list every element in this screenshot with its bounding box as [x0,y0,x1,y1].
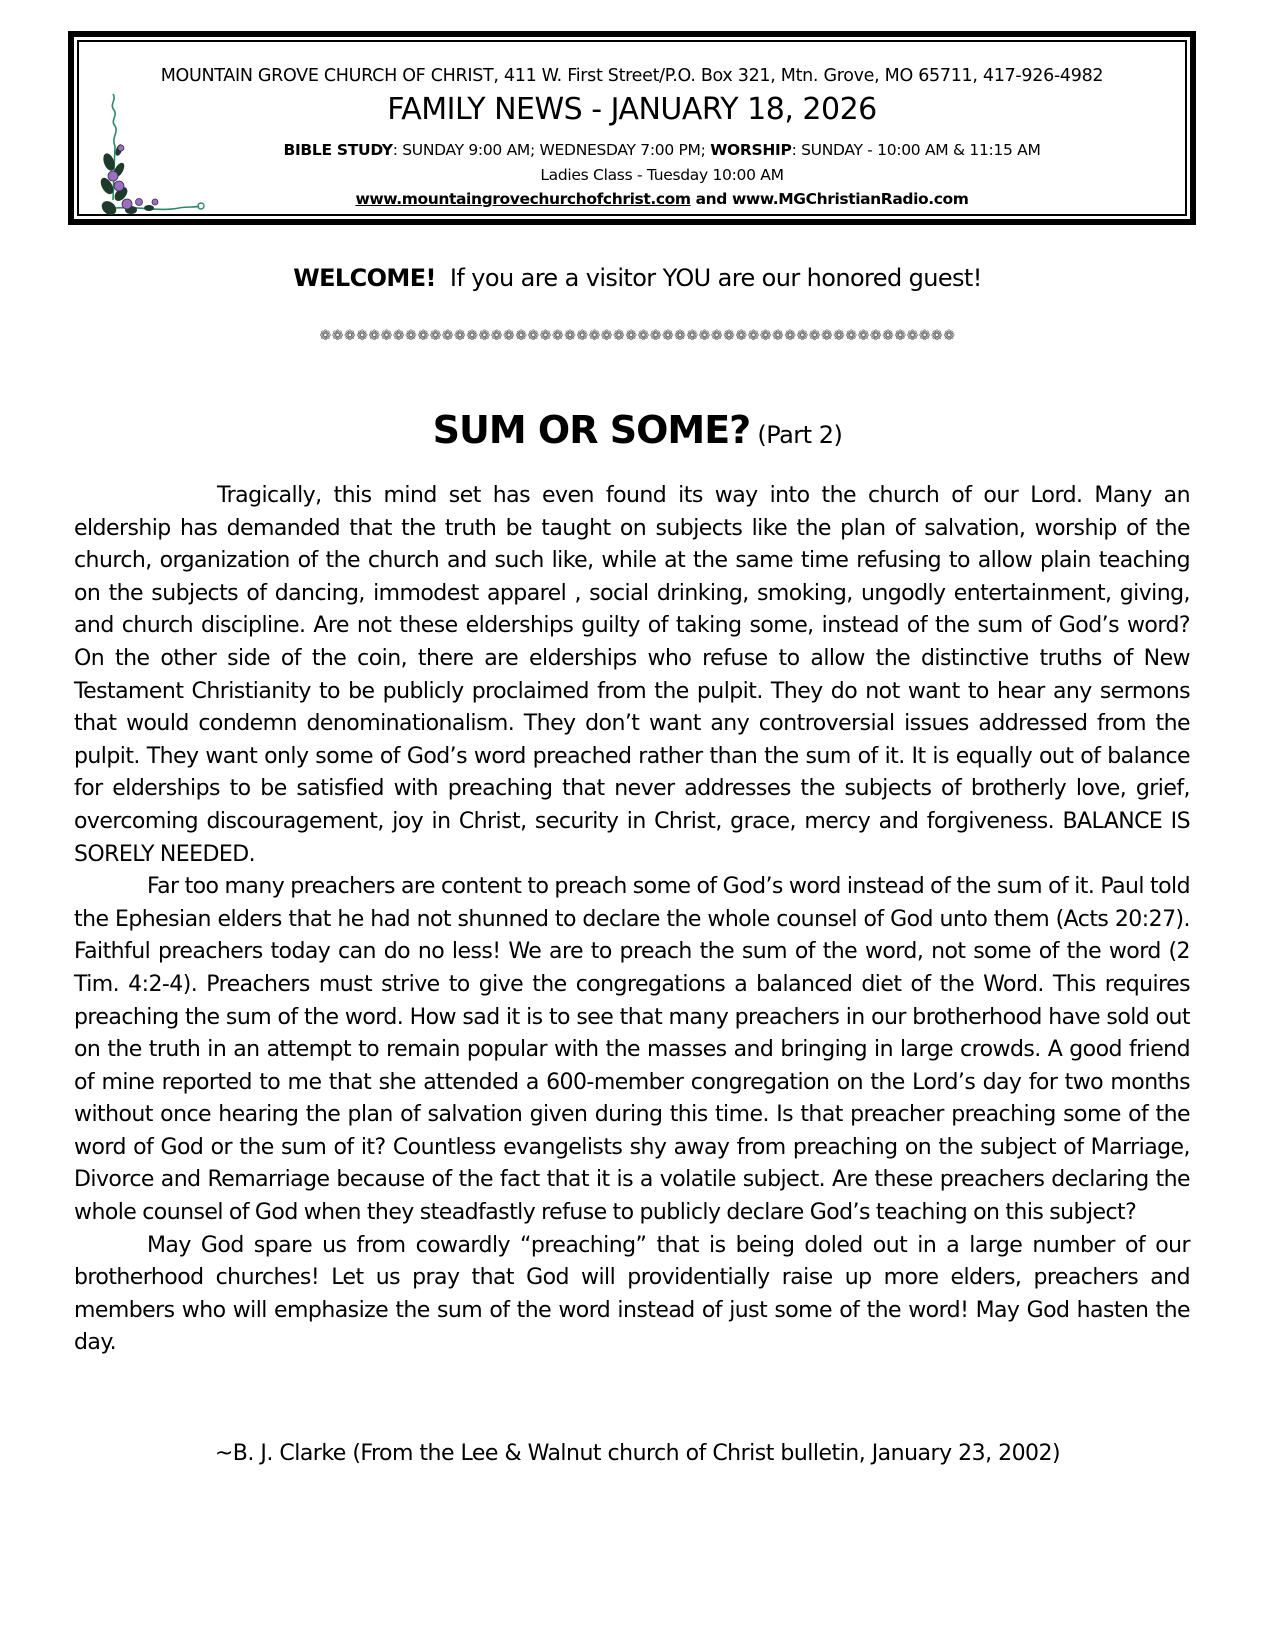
bible-study-label: BIBLE STUDY [283,141,393,159]
flower-divider-icon: ❁❁❁❁❁❁❁❁❁❁❁❁❁❁❁❁❁❁❁❁❁❁❁❁❁❁❁❁❁❁❁❁❁❁❁❁❁❁❁❁❁❁❁❁❁❁❁❁❁❁❁❁ [319,328,956,344]
links-separator: and [690,190,732,208]
worship-times: : SUNDAY - 10:00 AM & 11:15 AM [791,141,1041,159]
masthead-box [68,31,1196,225]
church-website-link[interactable]: www.mountaingrovechurchofchrist.com [355,190,691,208]
service-schedule [139,141,1185,159]
article-title [0,408,1275,452]
article-title-subtitle: (Part 2) [750,421,843,449]
article-paragraph: Tragically, this mind set has even found its way into the church of our Lord. Many an eldership has demanded that the truth be taught on subjects like the plan of salvation, worship of the church, organization of the church and such like, while at the same time refusing to allow plain teaching on the subjects of dancing, immodest apparel , social drinking, smoking, ungodly entertainment, giving, and church discipline. Are not these elderships guilty of taking some, instead of the sum of God’s word? On the other side of the coin, there are elderships who refuse to allow the distinctive truths of New Testament Christianity to be publicly proclaimed from the pulpit. They do not want to hear any sermons that would condemn denominationalism. They don’t want any controversial issues addressed from the pulpit. They want only some of God’s word preached rather than the sum of it. It is equally out of balance for elderships to be satisfied with preaching that never addresses the subjects of brotherly love, grief, overcoming discouragement, joy in Christ, security in Christ, grace, mercy and forgiveness. BALANCE IS SORELY NEEDED. [74,483,1190,867]
welcome-message [0,264,1275,292]
church-address: MOUNTAIN GROVE CHURCH OF CHRIST, 411 W. First Street/P.O. Box 321, Mtn. Grove, MO 65711, 417-926-4982 [160,66,1104,86]
website-links [139,190,1185,208]
article-attribution: ~B. J. Clarke (From the Lee & Walnut church of Christ bulletin, January 23, 2002) [214,1441,1061,1466]
article-title-main: SUM OR SOME? [432,408,751,452]
article-body [74,480,1190,1360]
ladies-class: Ladies Class - Tuesday 10:00 AM [540,166,784,184]
welcome-text: If you are a visitor YOU are our honored guest! [435,264,982,292]
newsletter-title: FAMILY NEWS - JANUARY 18, 2026 [387,92,877,127]
radio-website-link[interactable]: www.MGChristianRadio.com [732,190,969,208]
masthead-inner-border [77,40,1187,216]
article-paragraph: Far too many preachers are content to preach some of God’s word instead of the sum of it. Paul told the Ephesian elders that he had not shunned to declare the whole counsel of God unto them (Acts 20:27). Faithful preachers today can do no less! We are to preach the sum of the word, not some of the word (2 Tim. 4:2-4). Preachers must strive to give the congregations a balanced diet of the Word. This requires preaching the sum of the word. How sad it is to see that many preachers in our brotherhood have sold out on the truth in an attempt to remain popular with the masses and bringing in large crowds. A good friend of mine reported to me that she attended a 600-member congregation on the Lord’s day for two months without once hearing the plan of salvation given during this time. Is that preacher preaching some of the word of God or the sum of it? Countless evangelists shy away from preaching on the subject of Marriage, Divorce and Remarriage because of the fact that it is a volatile subject. Are these preachers declaring the whole counsel of God when they steadfastly refuse to publicly declare God’s teaching on this subject? [74,874,1190,1226]
article-paragraph: May God spare us from cowardly “preaching” that is being doled out in a large number of our brotherhood churches! Let us pray that God will providentially raise up more elders, preachers and members who will emphasize the sum of the word instead of just some of the word! May God hasten the day. [74,1232,1190,1356]
worship-label: WORSHIP [710,141,792,159]
welcome-bold: WELCOME! [293,264,436,292]
bible-study-times: : SUNDAY 9:00 AM; WEDNESDAY 7:00 PM; [392,141,711,159]
